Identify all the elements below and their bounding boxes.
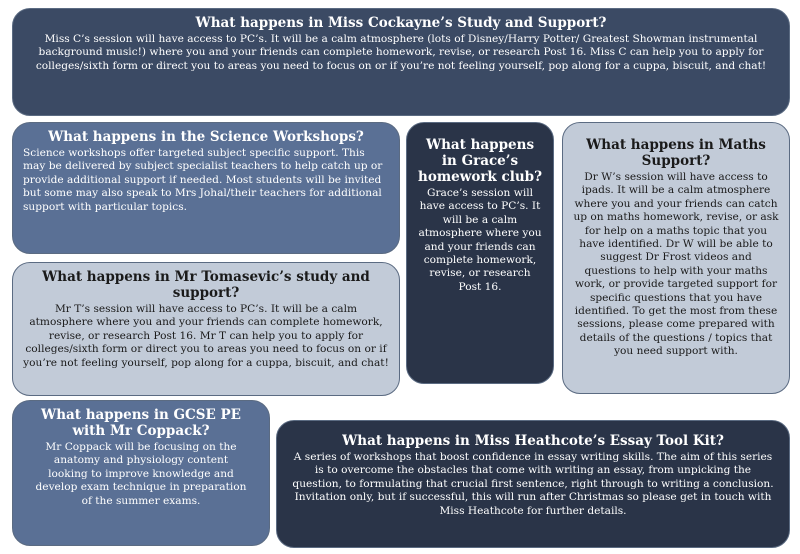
gcse-pe-body: Mr Coppack will be focusing on the anatomy and physiology content looking to improve knowledge and develop exam technique in preparation of the summer exams. [35,441,247,507]
tomasevic-title: What happens in Mr Tomasevic’s study and support? [42,269,370,301]
cockayne-body: Miss C’s session will have access to PC’s. It will be a calm atmosphere (lots of Disney/Harry Potter/ Greatest Showman instrumental background music!) where you and your friends can complete homework, revise, or research Post 16. Miss C can help you to apply for colleges/sixth form or direct you to areas you need to focus on or if you’re not feeling yourself, pop along for a cuppa, biscuit, and chat! [35,33,767,72]
gcse-pe-title: What happens in GCSE PE with Mr Coppack? [41,407,241,439]
heathcote-body: A series of workshops that boost confidence in essay writing skills. The aim of this series is to overcome the obstacles that come with writing an essay, from unpicking the question, to formulating that crucial first sentence, right through to writing a conclusion. Invitation only, but if successful, this will run after Christmas so please get in touch with Miss Heathcote for further details. [292,451,774,517]
heathcote-panel [276,420,790,548]
maths-body: Dr W’s session will have access to ipads. It will be a calm atmosphere where you and your friends can catch up on maths homework, revise, or ask for help on a maths topic that you have identified. Dr W will be able to suggest Dr Frost videos and questions to help with your maths work, or provide targeted support for specific questions that you have identified. To get the most from these sessions, please come prepared with details of the questions / topics that you need support with. [573,171,779,358]
science-title: What happens in the Science Workshops? [48,129,364,145]
tomasevic-panel [12,262,400,396]
tomasevic-body: Mr T’s session will have access to PC’s. It will be a calm atmosphere where you and your friends can complete homework, revise, or research Post 16. Mr T can help you to apply for colleges/sixth form or direct you to areas you need to focus on or if you’re not feeling yourself, pop along for a cuppa, biscuit, and chat! [23,303,389,369]
science-body: Science workshops offer targeted subject specific support. This may be delivered by subject specialist teachers to help catch up or provide additional support if needed. Most students will be invited but some may also speak to Mrs Johal/their teachers for additional support with particular topics. [23,147,383,213]
maths-title: What happens in Maths Support? [586,137,766,169]
gcse-pe-panel [12,400,270,546]
grace-panel [406,122,554,384]
grace-body: Grace’s session will have access to PC’s. It will be a calm atmosphere where you and your friends can complete homework, revise, or research Post 16. [418,187,542,293]
cockayne-panel [12,8,790,116]
science-panel [12,122,400,254]
cockayne-title: What happens in Miss Cockayne’s Study and Support? [195,15,607,31]
maths-panel [562,122,790,394]
heathcote-title: What happens in Miss Heathcote’s Essay Tool Kit? [342,433,724,449]
grace-title: What happens in Grace’s homework club? [418,137,542,185]
